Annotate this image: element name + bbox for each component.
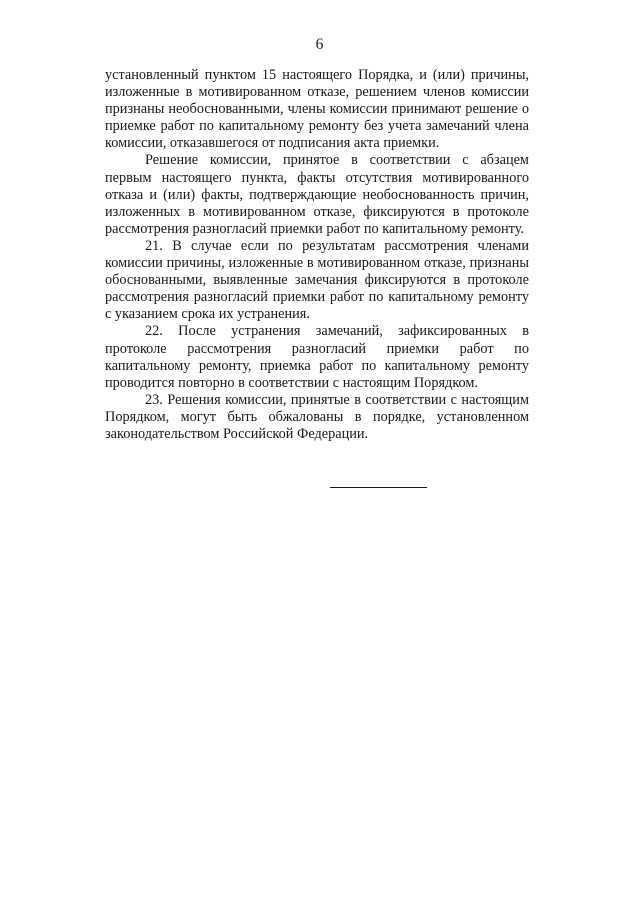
document-body: [105, 67, 529, 443]
paragraph-item-23: 23. Решения комиссии, принятые в соответствии с настоящим Порядком, могут быть обжалованы в порядке, установленном законодательством Российской Федерации.: [105, 391, 529, 442]
end-of-document-rule: [330, 487, 427, 488]
paragraph-continuation: установленный пунктом 15 настоящего Порядка, и (или) причины, изложенные в мотивированном отказе, решением членов комиссии признаны необоснованными, члены комиссии принимают решение о приемке работ по капитальному ремонту без учета замечаний члена комиссии, отказавшегося от подписания акта приемки.: [105, 67, 529, 152]
paragraph-item-22: 22. После устранения замечаний, зафиксированных в протоколе рассмотрения разногласий приемки работ по капитальному ремонту, приемка работ по капитальному ремонту проводится повторно в соответствии с настоящим Порядком.: [105, 323, 529, 391]
paragraph-commission-decision: Решение комиссии, принятое в соответствии с абзацем первым настоящего пункта, факты отсутствия мотивированного отказа и (или) факты, подтверждающие необоснованность причин, изложенных в мотивированном отказе, фиксируются в протоколе рассмотрения разногласий приемки работ по капитальному ремонту.: [105, 152, 529, 237]
paragraph-item-21: 21. В случае если по результатам рассмотрения членами комиссии причины, изложенные в мотивированном отказе, признаны обоснованными, выявленные замечания фиксируются в протоколе рассмотрения разногласий приемки работ по капитальному ремонту с указанием срока их устранения.: [105, 237, 529, 323]
page-number: 6: [315, 36, 324, 53]
